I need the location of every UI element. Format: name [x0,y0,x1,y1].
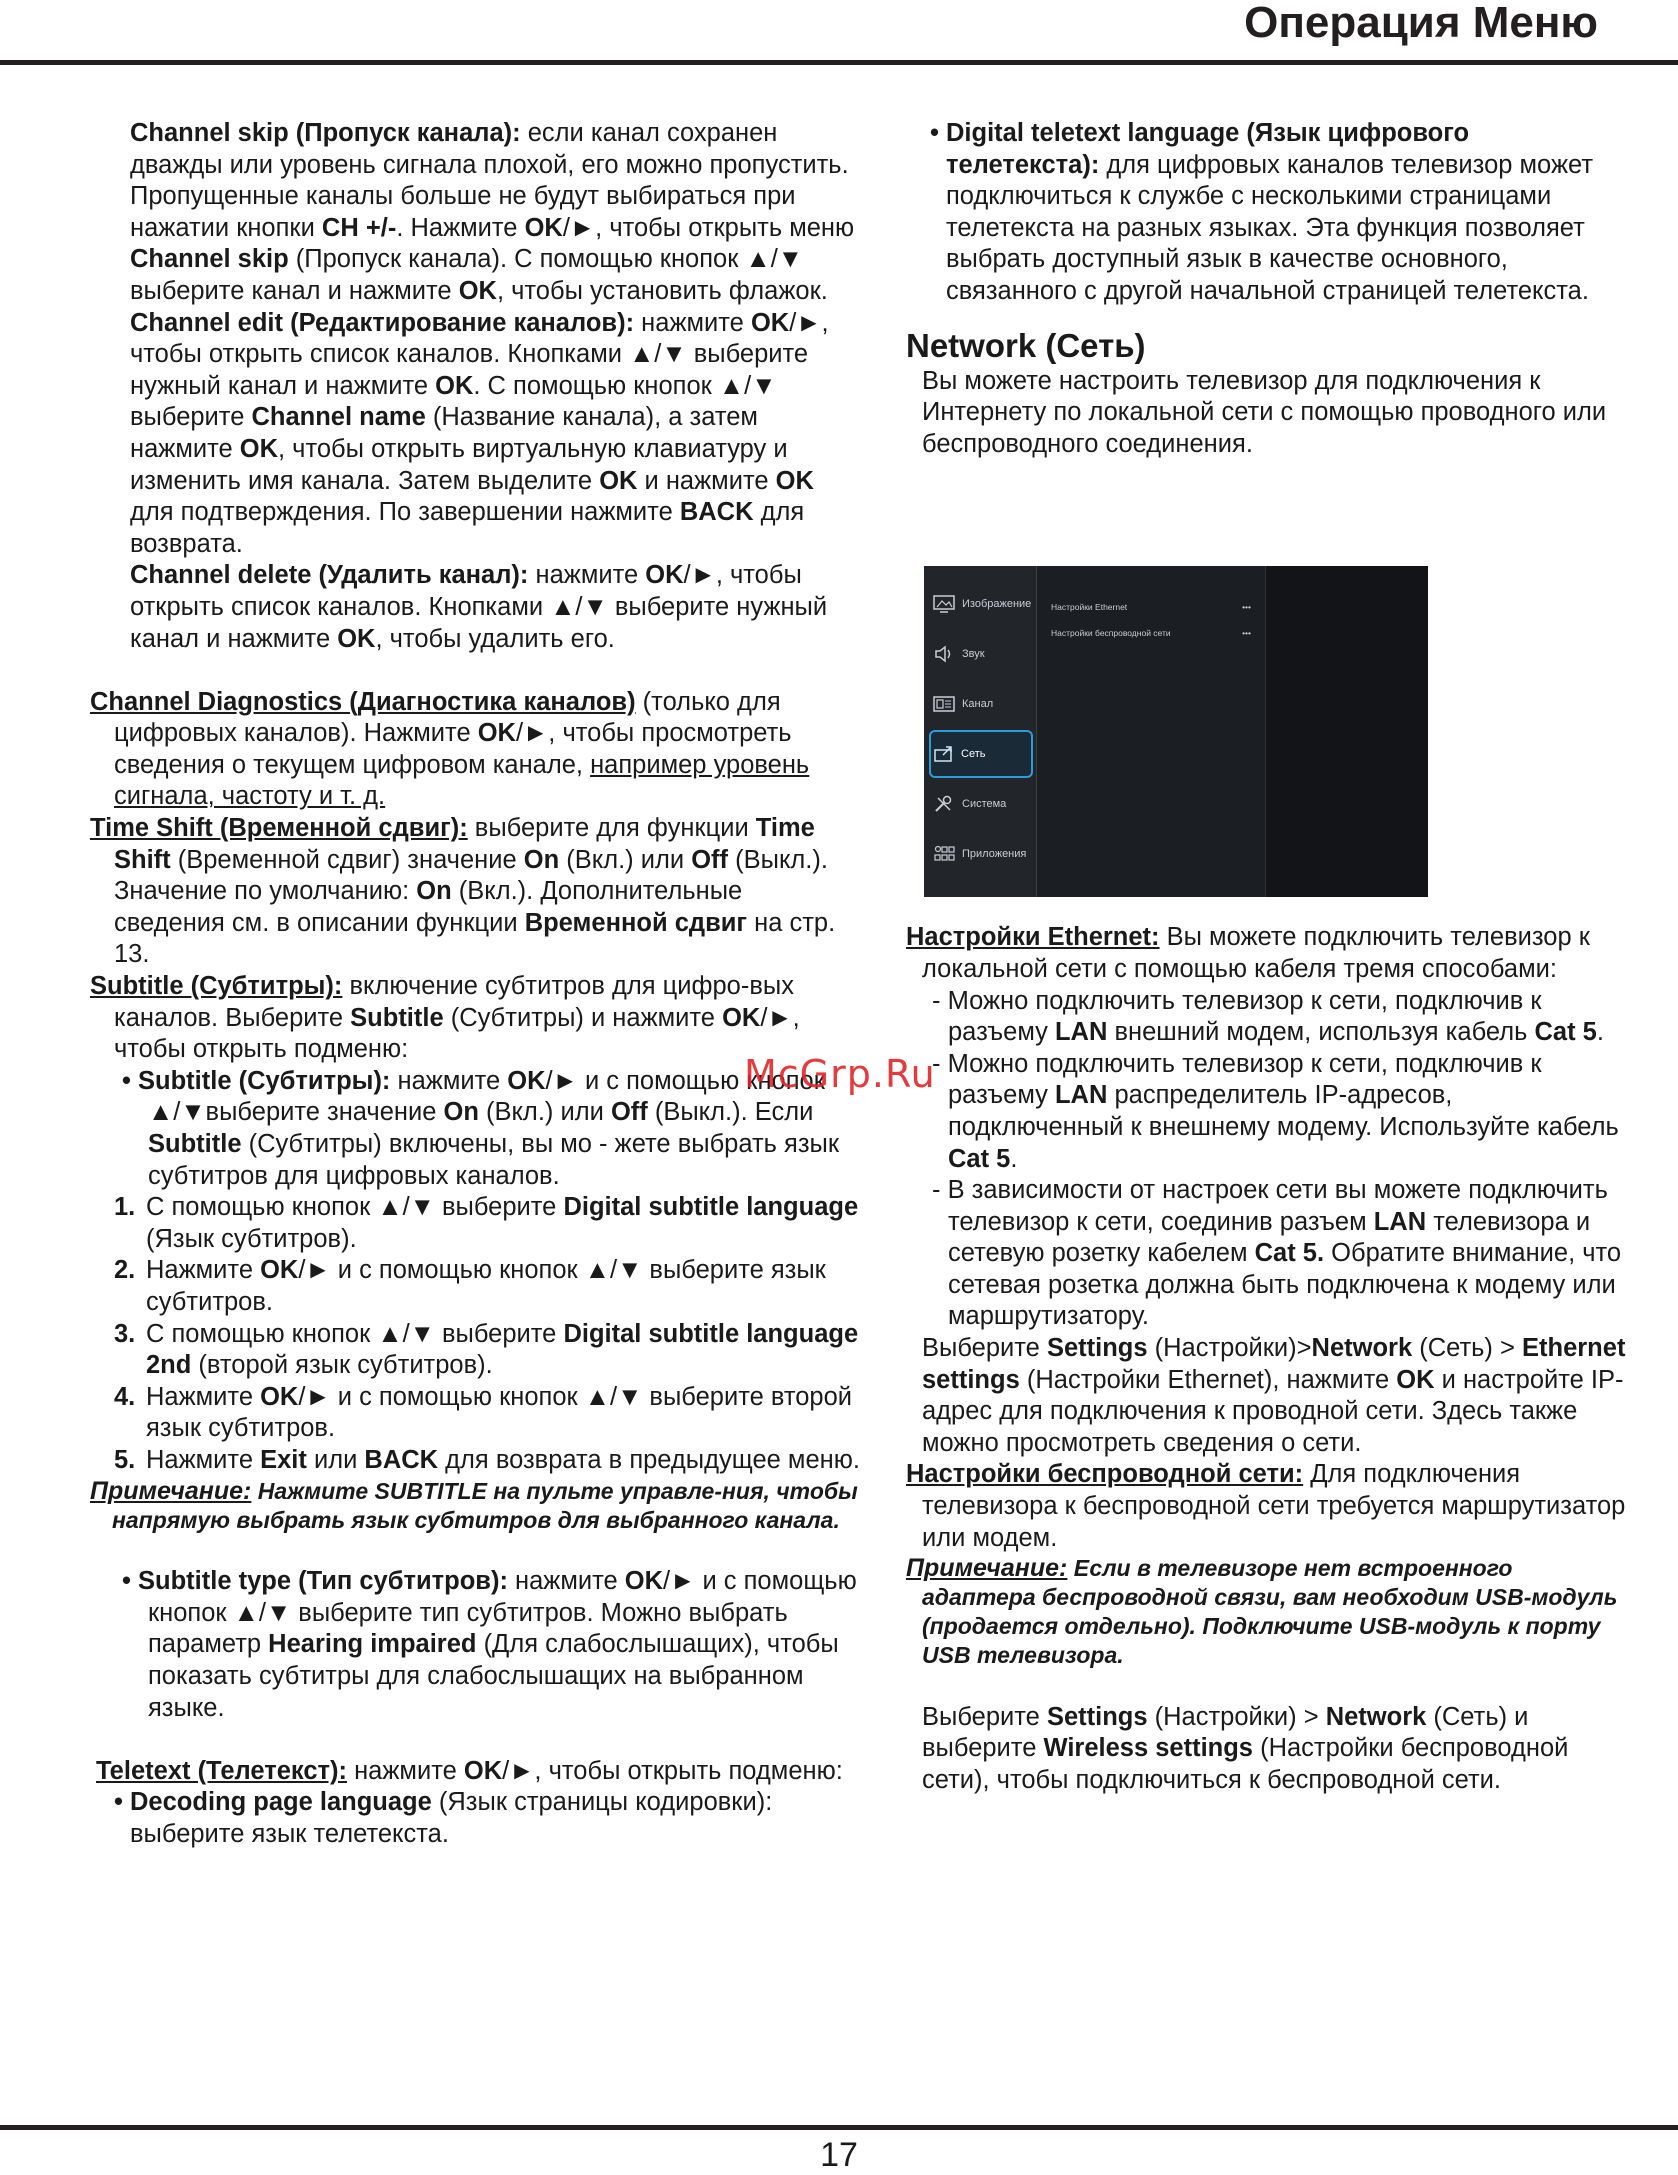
ethernet-paragraph: Настройки Ethernet: Вы можете подключить телевизор к локальной сети с помощью кабеля тремя способами: [906,923,1590,983]
system-icon [932,794,956,814]
list-item: - Можно подключить телевизор к сети, подключив к разъему LAN внешний модем, используя кабель Cat 5. [932,986,1604,1047]
digital-teletext-paragraph: • Digital teletext language (Язык цифрового телетекста): для цифровых каналов телевизор может подключиться к службе с несколькими страницами телетекста на разных языках. Эта функция позволяет выбрать доступный язык в качестве основного, связанного с другой начальной страницей телетекста. [930,119,1594,305]
channel-diagnostics-paragraph: Channel Diagnostics (Диагностика каналов) (только для цифровых каналов). Нажмите OK/►, чтобы просмотреть сведения о текущем цифровом канале, например уровень сигнала, частоту и т. д. [90,687,810,811]
time-shift-paragraph: Time Shift (Временной сдвиг): выберите для функции Time Shift (Временной сдвиг) значение On (Вкл.) или Off (Выкл.). Значение по умолчанию: On (Вкл.). Дополнительные сведения см. в описании функции Временной сдвиг на стр. 13. [90,814,836,969]
network-intro: Вы можете настроить телевизор для подключения к Интернету по локальной сети с помощью проводного или беспроводного соединения. [922,366,1607,458]
tv-menu-sidebar [924,566,1037,897]
tv-menu-panel [1037,566,1266,897]
ethernet-select-paragraph: Выберите Settings (Настройки)>Network (Сеть) > Ethernet settings (Настройки Ethernet), нажмите OK и настройте IP-адрес для подключения к проводной сети. Здесь также можно просмотреть сведения о сети. [922,1334,1626,1457]
note-wireless: Примечание: Если в телевизоре нет встроенного адаптера беспроводной связи, вам необходим USB-модуль (продается отдельно). Подключите USB-модуль к порту USB телевизора. [906,1554,1618,1669]
apps-icon [932,844,956,864]
channel-skip-paragraph: Channel skip (Пропуск канала): если канал сохранен дважды или уровень сигнала плохой, его можно пропустить. Пропущенные каналы больше не будут выбираться при нажатии кнопки CH +/-. Нажмите OK/►, чтобы открыть меню Channel skip (Пропуск канала). С помощью кнопок ▲/▼ выберите канал и нажмите OK, чтобы установить флажок. [130,119,855,305]
tv-menu-item: Канал [932,682,1032,726]
tv-menu-item: Приложения [932,832,1032,876]
list-item: 5. Нажмите Exit или BACK для возврата в предыдущее меню. [114,1445,860,1474]
list-item: - В зависимости от настроек сети вы можете подключить телевизор к сети, соединив разъем LAN телевизора и сетевую розетку кабелем Cat 5. Обратите внимание, что сетевая розетка должна быть подключена к модему или маршрутизатору. [932,1176,1622,1331]
channel-icon [932,694,956,714]
sound-icon [932,644,956,664]
tv-menu-row: Настройки Ethernet ••• [1051,602,1251,612]
tv-menu-item: Система [932,782,1032,826]
section-title-network: Network (Сеть) [906,326,1146,364]
tv-menu-item: Изображение [932,582,1032,626]
list-item: 2. Нажмите OK/► и с помощью кнопок ▲/▼ выберите язык субтитров. [114,1256,826,1316]
tv-menu-item: Звук [932,632,1032,676]
list-item: 1. С помощью кнопок ▲/▼ выберите Digital subtitle language (Язык субтитров). [114,1193,859,1253]
page-number: 17 [820,2136,858,2174]
right-column [906,118,1626,1797]
tv-menu-item-active: Сеть [929,730,1033,778]
page-title: Операция Меню [1244,0,1598,47]
channel-edit-paragraph: Channel edit (Редактирование каналов): нажмите OK/►, чтобы открыть список каналов. Кнопками ▲/▼ выберите нужный канал и нажмите OK. С помощью кнопок ▲/▼ выберите Channel name (Название канала), а затем нажмите OK, чтобы открыть виртуальную клавиатуру и изменить имя канала. Затем выделите OK и нажмите OK для подтверждения. По завершении нажмите BACK для возврата. [130,308,829,558]
wireless-select-paragraph: Выберите Settings (Настройки) > Network (Сеть) и выберите Wireless settings (Настройки беспроводной сети), чтобы подключиться к беспроводной сети. [922,1702,1569,1794]
list-item: 3. С помощью кнопок ▲/▼ выберите Digital subtitle language 2nd (второй язык субтитров). [114,1319,859,1380]
bottom-rule [0,2125,1678,2130]
picture-icon [932,594,956,614]
teletext-paragraph: Teletext (Телетекст): нажмите OK/►, чтобы открыть подменю: [96,1756,843,1785]
decoding-paragraph: • Decoding page language (Язык страницы кодировки): выберите язык телетекста. [114,1788,773,1848]
channel-delete-paragraph: Channel delete (Удалить канал): нажмите OK/►, чтобы открыть список каналов. Кнопками ▲/▼ выберите нужный канал и нажмите OK, чтобы удалить его. [130,561,828,653]
top-rule [0,60,1678,65]
network-icon [931,744,955,764]
subtitle-item-paragraph: • Subtitle (Субтитры): нажмите OK/► и с помощью кнопок ▲/▼выберите значение On (Вкл.) или Off (Выкл.). Если Subtitle (Субтитры) включены, вы мо - жете выбрать язык субтитров для цифровых каналов. [122,1066,840,1190]
watermark: McGrp.Ru [744,1052,936,1096]
wireless-paragraph: Настройки беспроводной сети: Для подключения телевизора к беспроводной сети требуется маршрутизатор или модем. [906,1460,1626,1552]
left-column [90,118,860,1850]
list-item: 4. Нажмите OK/► и с помощью кнопок ▲/▼ выберите второй язык субтитров. [114,1382,853,1443]
list-item: - Можно подключить телевизор к сети, подключив к разъему LAN распределитель IP-адресов, подключенный к внешнему модему. Используйте кабель Cat 5. [932,1049,1619,1173]
tv-menu-screenshot [924,566,1428,897]
subtitle-type-paragraph: • Subtitle type (Тип субтитров): нажмите OK/► и с помощью кнопок ▲/▼ выберите тип субтитров. Можно выбрать параметр Hearing impaired (Для слабослышащих), чтобы показать субтитры для слабослышащих на выбранном языке. [122,1567,857,1722]
note-subtitle: Примечание: Нажмите SUBTITLE на пульте управле-ния, чтобы напрямую выбрать язык субтитров для выбранного канала. [90,1476,858,1533]
tv-menu-row: Настройки беспроводной сети ••• [1051,628,1251,638]
subtitle-paragraph: Subtitle (Субтитры): включение субтитров для цифро-вых каналов. Выберите Subtitle (Субтитры) и нажмите OK/►, чтобы открыть подменю: [90,972,800,1064]
